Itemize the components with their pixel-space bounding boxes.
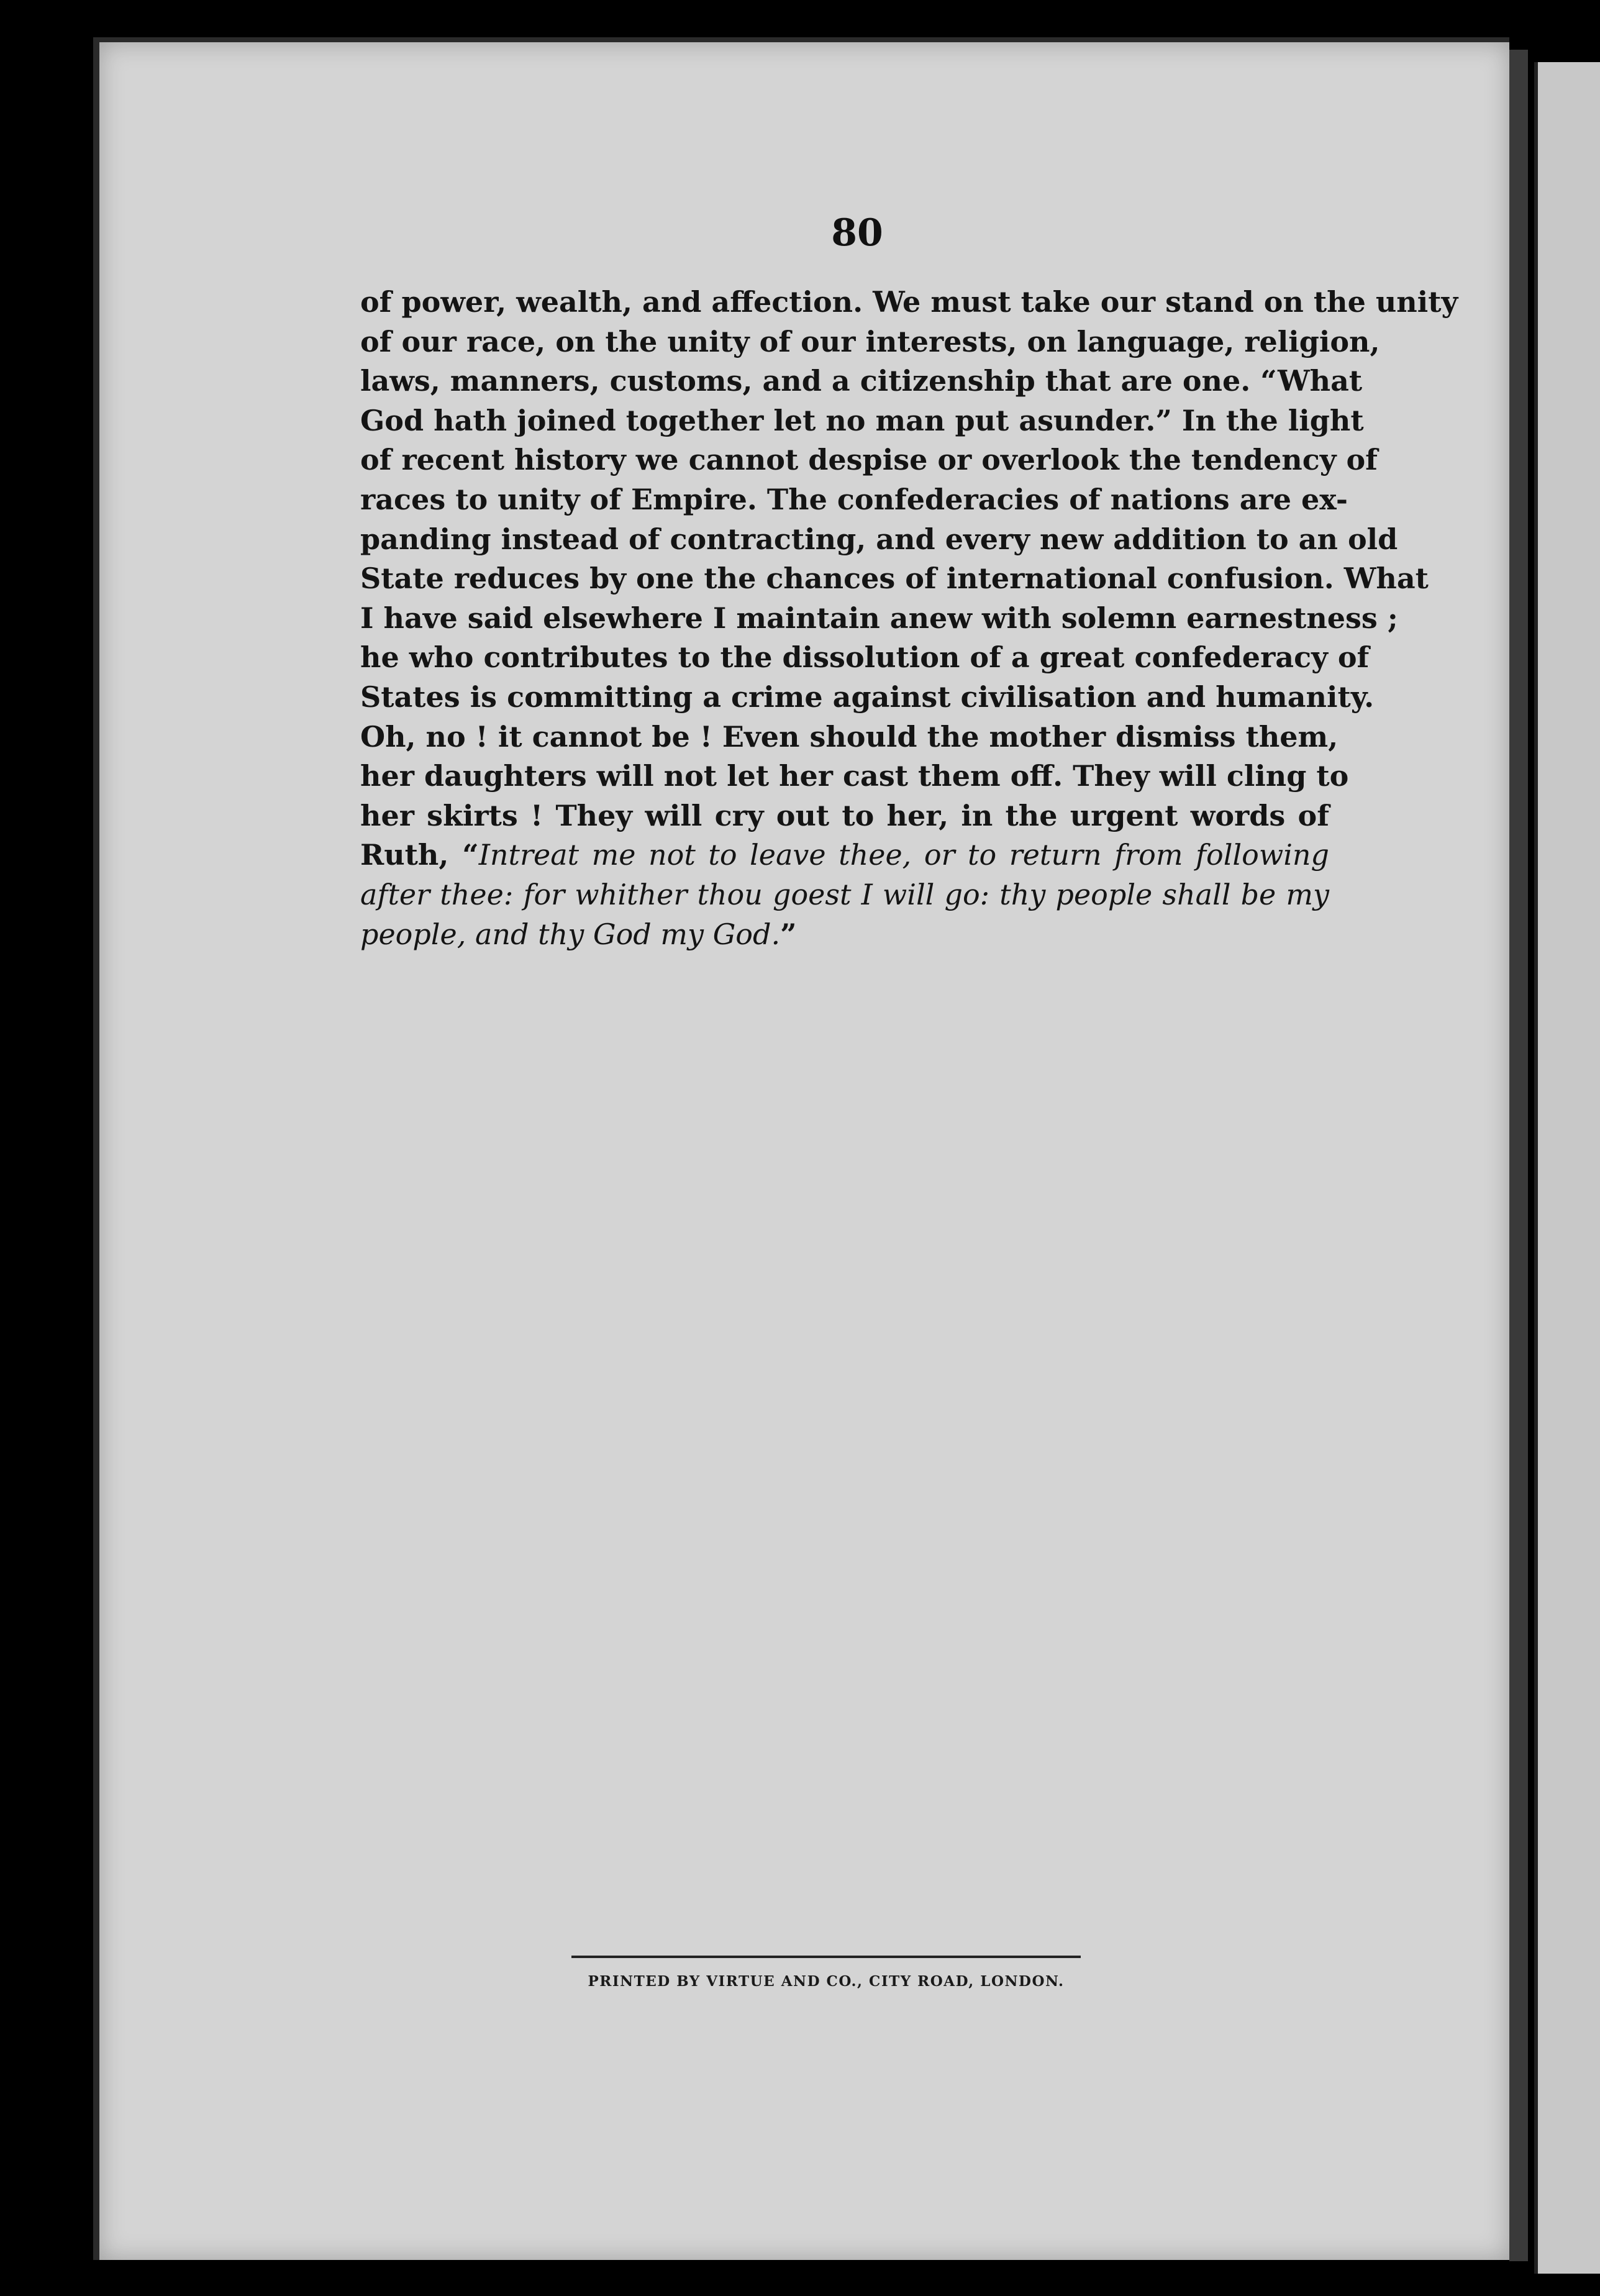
text-line: States is committing a crime against civilisation and humanity.: [360, 680, 1375, 714]
text-line: of recent history we cannot despise or overlook the tendency of: [360, 443, 1378, 477]
page-gutter-shadow: [1509, 50, 1528, 2261]
quotation-italic-end: people, and thy God my God.: [360, 917, 781, 951]
text-line: of power, wealth, and affection. We must take our stand on the unity: [360, 285, 1458, 319]
quotation-italic: Intreat me not to leave thee, or to return from following: [478, 838, 1329, 872]
quotation-italic-line: after thee: for whither thou goest I will go: thy people shall be my: [360, 877, 1329, 911]
ruth-prefix: Ruth, “: [360, 838, 479, 872]
facing-page-edge: [1534, 62, 1600, 2274]
text-line: Oh, no ! it cannot be ! Even should the mother dismiss them,: [360, 719, 1339, 754]
text-line-ruth: [360, 836, 1329, 875]
imprint-rule: [571, 1956, 1081, 1958]
text-line: panding instead of contracting, and every new addition to an old: [360, 522, 1398, 556]
text-line: State reduces by one the chances of international confusion. What: [360, 562, 1429, 596]
text-line: he who contributes to the dissolution of a great confederacy of: [360, 640, 1370, 675]
body-text: [360, 283, 1458, 954]
text-line: I have said elsewhere I maintain anew with solemn earnestness ;: [360, 601, 1398, 635]
text-line: God hath joined together let no man put asunder.” In the light: [360, 403, 1364, 437]
quotation-final-line: [360, 915, 1329, 955]
closing-quote: ”: [780, 917, 797, 951]
printer-imprint: PRINTED BY VIRTUE AND CO., CITY ROAD, LONDON.: [588, 1973, 1065, 1990]
text-line: her skirts ! They will cry out to her, in the urgent words of: [360, 798, 1329, 832]
page-number: 80: [831, 211, 883, 255]
text-line: of our race, on the unity of our interests, on language, religion,: [360, 324, 1380, 358]
text-line: laws, manners, customs, and a citizenship that are one. “What: [360, 364, 1363, 398]
text-line: races to unity of Empire. The confederacies of nations are ex-: [360, 482, 1348, 516]
text-line: her daughters will not let her cast them off. They will cling to: [360, 759, 1349, 793]
